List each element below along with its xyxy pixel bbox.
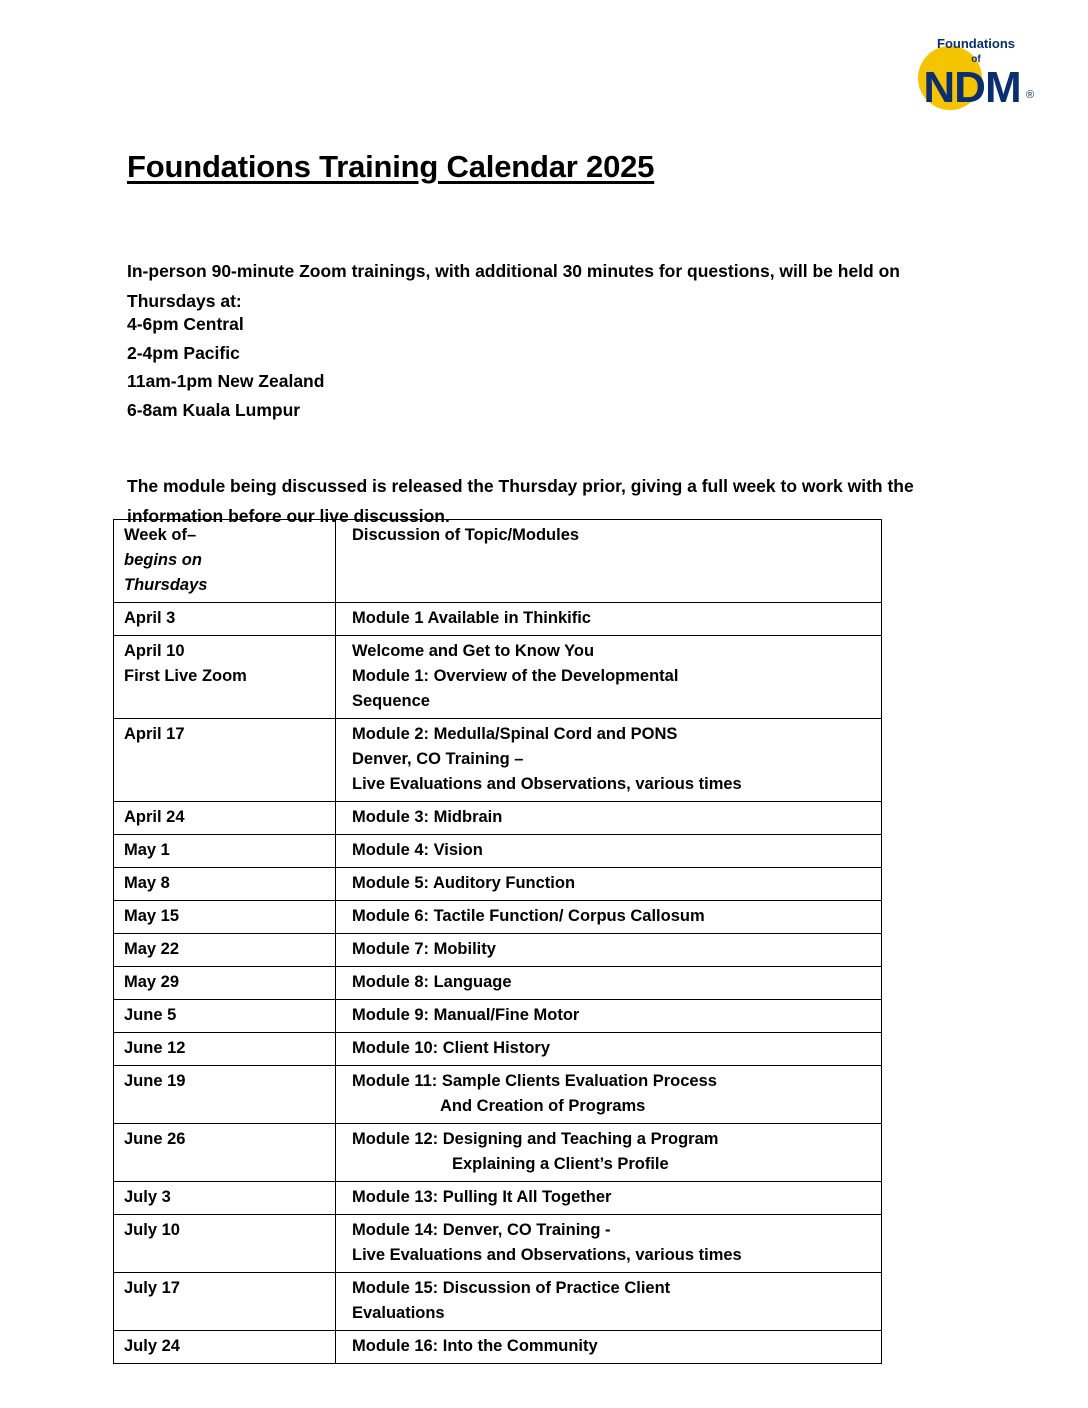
table-row bbox=[114, 603, 882, 636]
header-cell-week bbox=[114, 520, 336, 603]
header-week-line-1: Week of– bbox=[124, 526, 197, 544]
week-line: May 8 bbox=[124, 874, 170, 892]
topic-line: Module 12: Designing and Teaching a Program bbox=[352, 1130, 719, 1148]
table-row bbox=[114, 868, 882, 901]
module-release-note: The module being discussed is released the Thursday prior, giving a full week to work with the information before our live discussion. bbox=[127, 475, 914, 526]
table-row bbox=[114, 1124, 882, 1182]
week-line: May 29 bbox=[124, 973, 180, 991]
cell-topic bbox=[336, 1066, 882, 1124]
cell-week bbox=[114, 719, 336, 802]
topic-line: Module 9: Manual/Fine Motor bbox=[352, 1006, 580, 1024]
topic-line: Module 7: Mobility bbox=[352, 940, 496, 958]
session-times-list bbox=[127, 310, 324, 424]
header-week-line-3: Thursdays bbox=[124, 576, 208, 594]
cell-week bbox=[114, 1066, 336, 1124]
topic-line: Module 1 Available in Thinkific bbox=[352, 609, 591, 627]
table-row bbox=[114, 719, 882, 802]
cell-topic bbox=[336, 901, 882, 934]
topic-line: Module 13: Pulling It All Together bbox=[352, 1188, 612, 1206]
week-line: July 17 bbox=[124, 1279, 180, 1297]
week-line: July 24 bbox=[124, 1337, 180, 1355]
table-header-row bbox=[114, 520, 882, 603]
week-line: June 26 bbox=[124, 1130, 186, 1148]
table-row bbox=[114, 1066, 882, 1124]
table-row bbox=[114, 934, 882, 967]
topic-line: Module 3: Midbrain bbox=[352, 808, 503, 826]
table-row bbox=[114, 802, 882, 835]
topic-line: Module 4: Vision bbox=[352, 841, 483, 859]
cell-week bbox=[114, 835, 336, 868]
session-time: 2-4pm Pacific bbox=[127, 342, 240, 363]
cell-week bbox=[114, 1000, 336, 1033]
topic-line: Module 15: Discussion of Practice Client bbox=[352, 1279, 671, 1297]
cell-week bbox=[114, 868, 336, 901]
intro-paragraph: In-person 90-minute Zoom trainings, with additional 30 minutes for questions, will be held on Thursdays at: bbox=[127, 260, 900, 311]
cell-week bbox=[114, 636, 336, 719]
week-line: April 3 bbox=[124, 609, 176, 627]
topic-line: Module 11: Sample Clients Evaluation Process bbox=[352, 1072, 717, 1090]
table-row bbox=[114, 1033, 882, 1066]
cell-week bbox=[114, 603, 336, 636]
cell-topic bbox=[336, 934, 882, 967]
week-line: April 17 bbox=[124, 725, 185, 743]
topic-line: Live Evaluations and Observations, various times bbox=[352, 775, 742, 793]
topic-line: Module 8: Language bbox=[352, 973, 512, 991]
cell-week bbox=[114, 967, 336, 1000]
topic-line: Module 6: Tactile Function/ Corpus Callosum bbox=[352, 907, 705, 925]
svg-text:Foundations: Foundations bbox=[937, 36, 1015, 51]
cell-topic bbox=[336, 1273, 882, 1331]
cell-topic bbox=[336, 1124, 882, 1182]
table-row bbox=[114, 967, 882, 1000]
topic-line: Module 10: Client History bbox=[352, 1039, 551, 1057]
week-line: April 24 bbox=[124, 808, 185, 826]
topic-line: Module 5: Auditory Function bbox=[352, 874, 576, 892]
topic-line: And Creation of Programs bbox=[440, 1097, 646, 1115]
table-row bbox=[114, 1273, 882, 1331]
cell-week bbox=[114, 1033, 336, 1066]
cell-topic bbox=[336, 1182, 882, 1215]
week-line: May 1 bbox=[124, 841, 170, 859]
header-cell-topic: Discussion of Topic/Modules bbox=[336, 520, 882, 603]
topic-line: Sequence bbox=[352, 692, 430, 710]
cell-week bbox=[114, 1331, 336, 1364]
cell-topic bbox=[336, 1033, 882, 1066]
week-line: April 10 bbox=[124, 642, 185, 660]
topic-line: Module 14: Denver, CO Training - bbox=[352, 1221, 611, 1239]
table-row bbox=[114, 1000, 882, 1033]
header-week-line-2: begins on bbox=[124, 551, 202, 569]
svg-text:of: of bbox=[971, 54, 981, 65]
session-time: 6-8am Kuala Lumpur bbox=[127, 399, 301, 420]
topic-line: Evaluations bbox=[352, 1304, 445, 1322]
table-row bbox=[114, 1182, 882, 1215]
cell-week bbox=[114, 1215, 336, 1273]
cell-topic bbox=[336, 636, 882, 719]
cell-topic bbox=[336, 1331, 882, 1364]
cell-week bbox=[114, 802, 336, 835]
cell-topic bbox=[336, 1000, 882, 1033]
cell-week bbox=[114, 901, 336, 934]
cell-week bbox=[114, 1124, 336, 1182]
week-line: June 5 bbox=[124, 1006, 177, 1024]
week-line: June 12 bbox=[124, 1039, 186, 1057]
topic-line: Live Evaluations and Observations, various times bbox=[352, 1246, 742, 1264]
topic-line: Welcome and Get to Know You bbox=[352, 642, 595, 660]
cell-topic bbox=[336, 802, 882, 835]
topic-line: Explaining a Client’s Profile bbox=[452, 1155, 669, 1173]
week-line: July 10 bbox=[124, 1221, 180, 1239]
session-time: 4-6pm Central bbox=[127, 314, 244, 334]
cell-topic bbox=[336, 719, 882, 802]
week-line: First Live Zoom bbox=[124, 667, 247, 685]
foundations-of-ndm-logo bbox=[880, 26, 1050, 116]
week-line: May 22 bbox=[124, 940, 180, 958]
cell-topic bbox=[336, 1215, 882, 1273]
table-row bbox=[114, 1331, 882, 1364]
week-line: June 19 bbox=[124, 1072, 186, 1090]
cell-week bbox=[114, 934, 336, 967]
cell-topic bbox=[336, 835, 882, 868]
topic-line: Denver, CO Training – bbox=[352, 750, 524, 768]
cell-week bbox=[114, 1273, 336, 1331]
svg-text:NDM: NDM bbox=[923, 63, 1021, 112]
table-row bbox=[114, 901, 882, 934]
session-time: 11am-1pm New Zealand bbox=[127, 371, 325, 391]
topic-line: Module 2: Medulla/Spinal Cord and PONS bbox=[352, 725, 678, 743]
cell-topic bbox=[336, 603, 882, 636]
page-title: Foundations Training Calendar 2025 bbox=[127, 148, 655, 184]
week-line: May 15 bbox=[124, 907, 180, 925]
table-row bbox=[114, 835, 882, 868]
table-row bbox=[114, 1215, 882, 1273]
topic-line: Module 1: Overview of the Developmental bbox=[352, 667, 679, 685]
week-line: July 3 bbox=[124, 1188, 171, 1206]
cell-topic bbox=[336, 967, 882, 1000]
cell-week bbox=[114, 1182, 336, 1215]
cell-topic bbox=[336, 868, 882, 901]
svg-text:®: ® bbox=[1026, 89, 1035, 101]
topic-line: Module 16: Into the Community bbox=[352, 1337, 598, 1355]
table-row bbox=[114, 636, 882, 719]
training-calendar-table bbox=[113, 519, 882, 1364]
